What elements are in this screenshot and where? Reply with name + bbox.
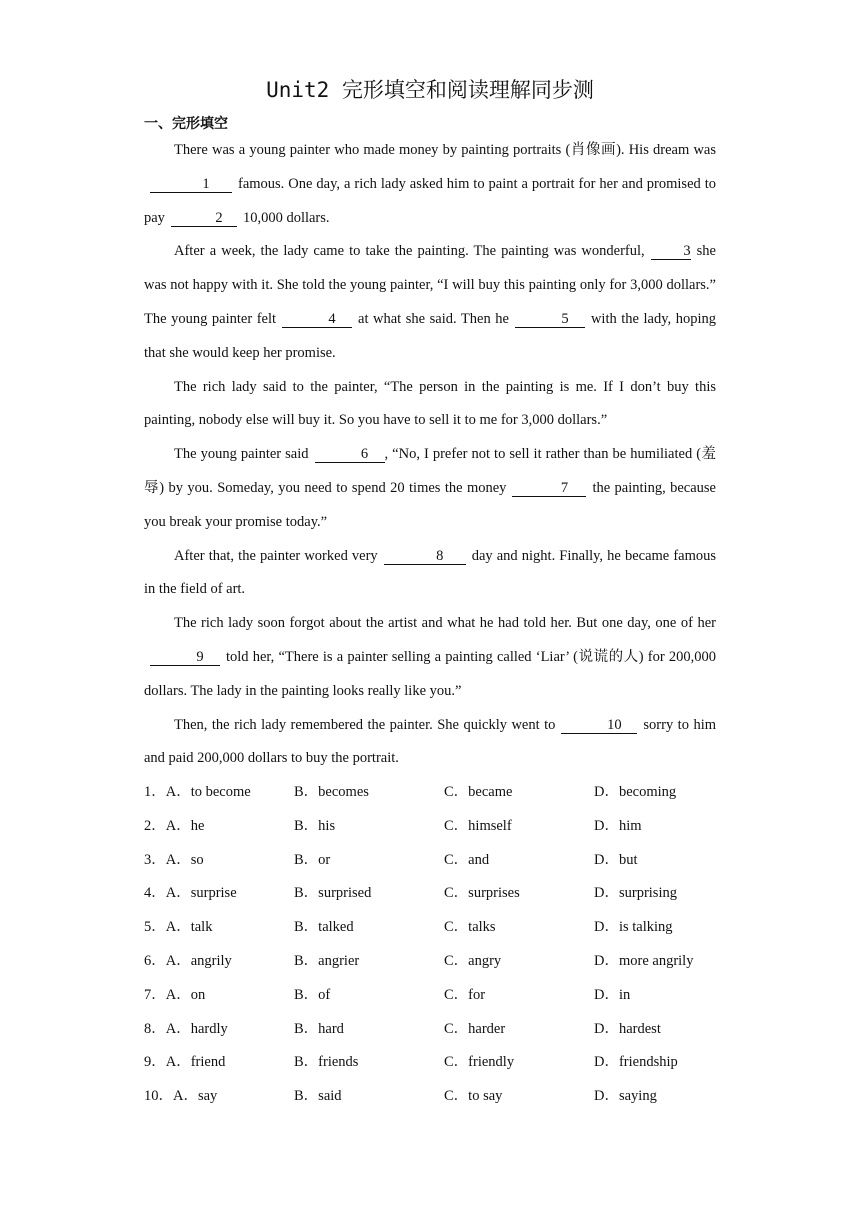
paragraph-text: she was not happy with it. She told the young painter, “I will buy this painting only for 3,000 dollars.” The young painter felt [144, 243, 716, 327]
option-a: 8．A．hardly [144, 1020, 228, 1037]
question-row [144, 776, 724, 810]
paragraph-text: Then, the rich lady remembered the painter. She quickly went to [174, 716, 556, 733]
blank-4: 4 [282, 312, 352, 328]
option-b: B．hard [294, 1020, 344, 1037]
option-b: B．or [294, 851, 331, 868]
blank-1: 1 [150, 177, 232, 193]
paragraph-text: day and night. Finally, he became famous in the field of art. [144, 547, 717, 598]
option-c: C．himself [444, 817, 512, 834]
option-d: D．in [594, 986, 631, 1003]
option-b: B．his [294, 817, 336, 834]
option-d: D．becoming [594, 784, 677, 800]
option-a: 4．A．surprise [144, 885, 237, 902]
paragraph-text: famous. One day, a rich lady asked him to paint a portrait for her and promised to pay [144, 175, 716, 226]
option-a: 5．A．talk [144, 919, 213, 936]
blank-6: 6 [315, 447, 385, 463]
option-d: D．him [594, 817, 642, 834]
option-d: D．saying [594, 1088, 657, 1105]
option-c: C．surprises [444, 885, 520, 902]
option-b: B．talked [294, 919, 354, 936]
paragraph-text: the painting, because you break your promise today.” [144, 479, 716, 530]
paragraph-text: The rich lady soon forgot about the artist and what he had told her. But one day, one of her [174, 615, 716, 632]
paragraph-6 [144, 607, 716, 708]
blank-5: 5 [515, 312, 585, 328]
question-row [144, 1080, 724, 1114]
section-heading: 一、完形填空 [144, 116, 228, 132]
option-d: D．surprising [594, 885, 677, 902]
option-a: 9．A．friend [144, 1054, 226, 1071]
question-row [144, 911, 724, 945]
blank-8: 8 [384, 549, 466, 565]
option-d: D．but [594, 851, 638, 868]
paragraph-text: , “No, I prefer not to sell it rather than be humiliated (羞辱) by you. Someday, you need to spend 20 times the money [144, 446, 716, 496]
blank-3: 3 [651, 244, 691, 260]
option-a: 7．A．on [144, 986, 206, 1003]
cloze-passage [144, 134, 716, 776]
blank-2: 2 [171, 211, 237, 227]
paragraph-text: The young painter said [174, 446, 309, 463]
option-a: 1．A．to become [144, 784, 251, 800]
option-a: 10．A．say [144, 1088, 218, 1105]
question-row [144, 1013, 724, 1047]
option-b: B．friends [294, 1054, 359, 1071]
answer-options [144, 776, 724, 1114]
paragraph-2 [144, 235, 716, 370]
paragraph-4 [144, 438, 716, 539]
question-row [144, 877, 724, 911]
question-row [144, 810, 724, 844]
option-b: B．becomes [294, 784, 369, 800]
option-b: B．of [294, 986, 331, 1003]
paragraph-5 [144, 540, 716, 608]
option-b: B．said [294, 1088, 342, 1105]
option-c: C．harder [444, 1020, 506, 1037]
option-d: D．hardest [594, 1020, 661, 1037]
option-a: 3．A．so [144, 851, 204, 868]
option-d: D．friendship [594, 1054, 678, 1071]
question-row [144, 844, 724, 878]
option-c: C．friendly [444, 1054, 515, 1071]
option-c: C．to say [444, 1088, 503, 1105]
paragraph-text: told her, “There is a painter selling a painting called ‘Liar’ (说谎的人) for 200,000 dollars. The lady in the painting looks really like you.” [144, 648, 716, 699]
option-c: C．for [444, 986, 486, 1003]
option-c: C．became [444, 784, 513, 800]
option-b: B．surprised [294, 885, 372, 902]
question-row [144, 979, 724, 1013]
option-c: C．talks [444, 919, 496, 936]
paragraph-text: with the lady, hoping that she would keep her promise. [144, 310, 716, 361]
paragraph-text: sorry to him and paid 200,000 dollars to buy the portrait. [144, 716, 717, 767]
paragraph-text: at what she said. Then he [358, 310, 509, 327]
paragraph-text: 10,000 dollars. [242, 209, 330, 226]
blank-9: 9 [150, 650, 220, 666]
blank-10: 10 [561, 718, 637, 734]
option-a: 2．A．he [144, 817, 205, 834]
option-c: C．and [444, 851, 490, 868]
blank-7: 7 [512, 481, 586, 497]
paragraph-7 [144, 709, 716, 777]
question-row [144, 945, 724, 979]
option-c: C．angry [444, 952, 502, 969]
option-b: B．angrier [294, 952, 360, 969]
paragraph-text: After a week, the lady came to take the painting. The painting was wonderful, [174, 243, 645, 260]
question-row [144, 1046, 724, 1080]
paragraph-1 [144, 134, 716, 235]
option-a: 6．A．angrily [144, 952, 232, 969]
option-d: D．is talking [594, 919, 673, 936]
paragraph-text: After that, the painter worked very [174, 547, 378, 564]
page-title: Unit2 完形填空和阅读理解同步测 [266, 78, 594, 102]
paragraph-3: The rich lady said to the painter, “The person in the painting is me. If I don’t buy this painting, nobody else will buy it. So you have to sell it to me for 3,000 dollars.” [144, 378, 716, 429]
paragraph-text: There was a young painter who made money by painting portraits (肖像画). His dream was [174, 142, 716, 158]
option-d: D．more angrily [594, 952, 694, 969]
